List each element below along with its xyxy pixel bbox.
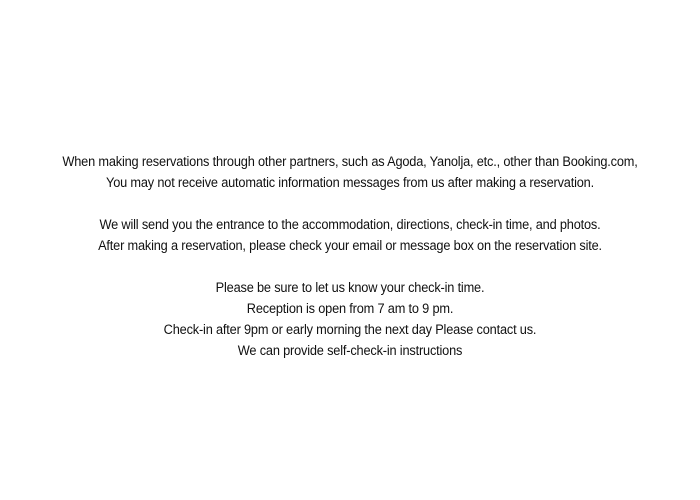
notice-line: You may not receive automatic information messages from us after making a reservation.: [106, 175, 594, 191]
check-in-paragraph: [0, 278, 700, 362]
partner-booking-paragraph: [0, 152, 700, 194]
arrival-info-paragraph: [0, 215, 700, 257]
reservation-notice: [0, 152, 700, 383]
notice-line: Please be sure to let us know your check-in time.: [215, 280, 485, 296]
notice-line: Check-in after 9pm or early morning the next day Please contact us.: [163, 322, 537, 338]
notice-line: When making reservations through other partners, such as Agoda, Yanolja, etc., other than Booking.com,: [62, 154, 638, 170]
notice-line: Reception is open from 7 am to 9 pm.: [246, 301, 454, 317]
notice-line: We can provide self-check-in instructions: [237, 343, 463, 359]
notice-line: We will send you the entrance to the accommodation, directions, check-in time, and photos.: [99, 217, 601, 233]
notice-line: After making a reservation, please check your email or message box on the reservation site.: [98, 238, 602, 254]
